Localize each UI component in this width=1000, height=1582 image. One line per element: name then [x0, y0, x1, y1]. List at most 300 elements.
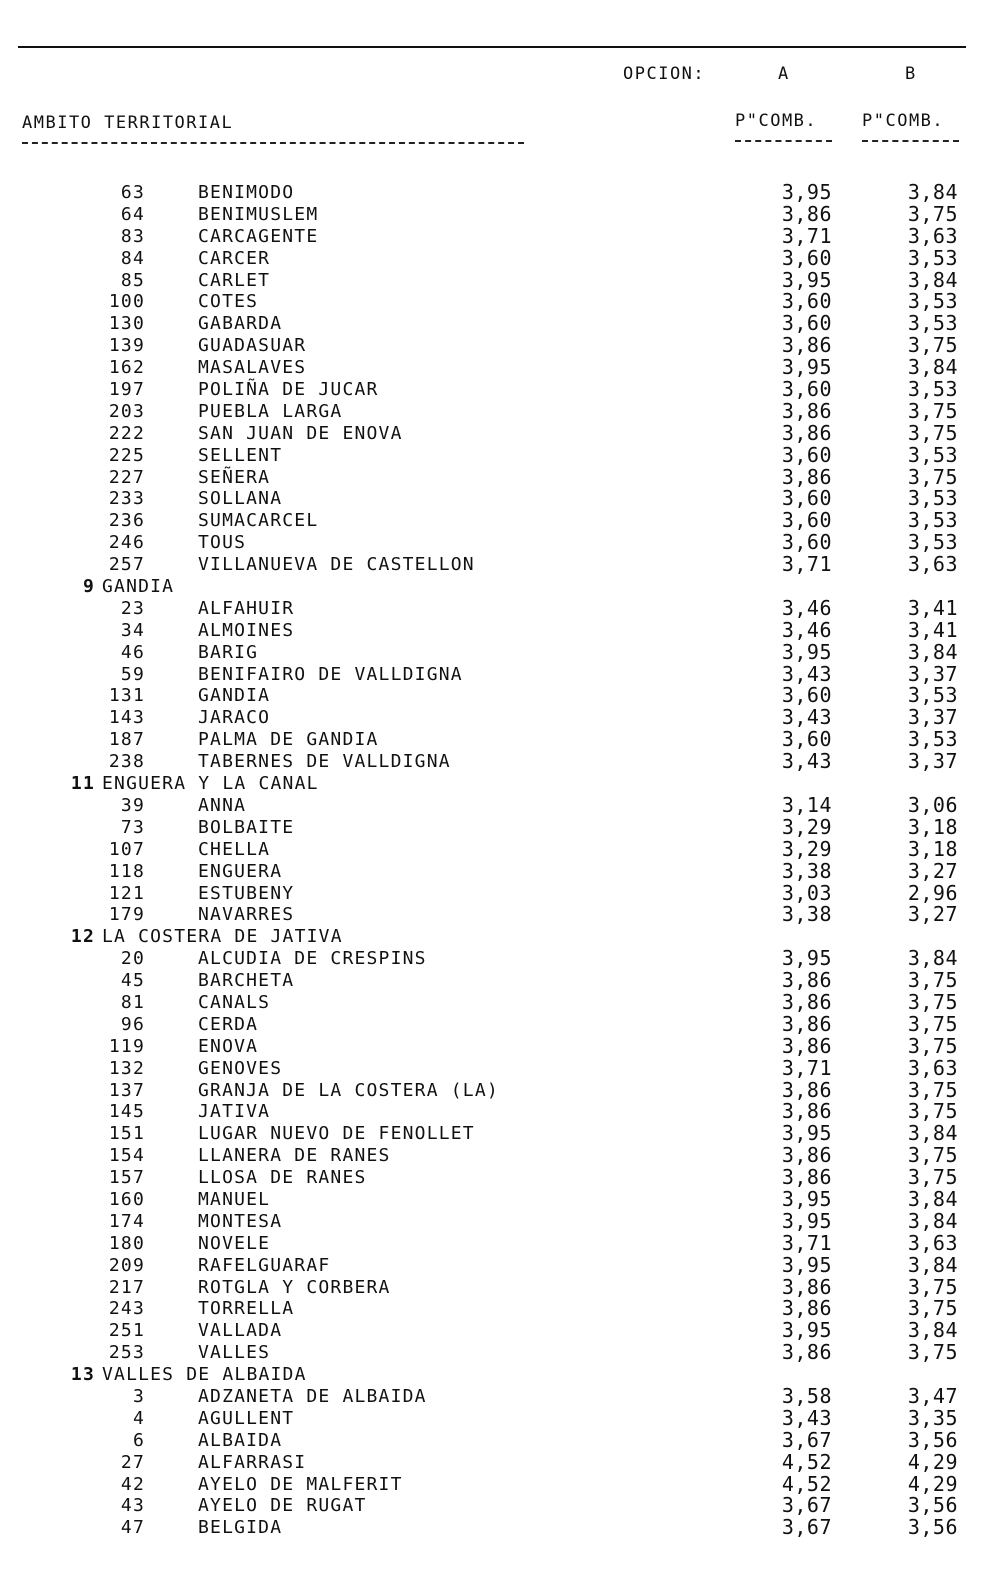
municipality-name: GABARDA	[198, 313, 283, 335]
municipality-code: 39	[120, 794, 145, 816]
municipality-name: POLIÑA DE JUCAR	[198, 379, 379, 401]
municipality-code: 233	[108, 488, 145, 510]
municipality-code: 257	[108, 554, 145, 576]
municipality-name: SOLLANA	[198, 488, 283, 510]
value-option-a: 3,86	[781, 1033, 832, 1058]
value-option-a: 3,95	[781, 1208, 832, 1233]
value-option-b: 3,75	[907, 1165, 958, 1190]
table-row	[0, 880, 1000, 905]
value-option-b: 3,75	[907, 968, 958, 993]
municipality-name: CARCER	[198, 247, 271, 269]
municipality-code: 4	[132, 1407, 145, 1429]
municipality-code: 64	[120, 203, 145, 225]
value-option-b: 3,75	[907, 398, 958, 423]
value-option-b: 3,84	[907, 355, 958, 380]
value-option-a: 3,86	[781, 420, 832, 445]
value-option-a: 3,86	[781, 968, 832, 993]
municipality-name: GRANJA DE LA COSTERA (LA)	[198, 1079, 499, 1101]
value-option-a: 3,60	[781, 289, 832, 314]
value-option-a: 3,86	[781, 201, 832, 226]
municipality-code: 107	[108, 838, 145, 860]
value-option-a: 3,29	[781, 814, 832, 839]
value-option-a: 3,71	[781, 223, 832, 248]
value-option-b: 3,53	[907, 683, 958, 708]
value-option-a: 3,86	[781, 1340, 832, 1365]
value-option-a: 3,43	[781, 749, 832, 774]
option-a-label: A	[778, 64, 790, 84]
table-row	[0, 1230, 1000, 1255]
value-option-a: 3,58	[781, 1383, 832, 1408]
value-option-b: 3,53	[907, 508, 958, 533]
table-row	[0, 1427, 1000, 1452]
municipality-code: 59	[120, 663, 145, 685]
municipality-name: AYELO DE RUGAT	[198, 1495, 367, 1517]
municipality-name: ADZANETA DE ALBAIDA	[198, 1385, 427, 1407]
value-option-b: 3,27	[907, 902, 958, 927]
municipality-name: SEÑERA	[198, 466, 271, 488]
value-option-a: 4,52	[781, 1471, 832, 1496]
municipality-name: TORRELLA	[198, 1298, 295, 1320]
group-name: LA COSTERA DE JATIVA	[102, 926, 343, 948]
ambito-territorial-heading: AMBITO TERRITORIAL	[22, 113, 234, 133]
municipality-name: TABERNES DE VALLDIGNA	[198, 751, 451, 773]
data-table	[0, 182, 1000, 1539]
option-b-label: B	[905, 64, 917, 84]
value-option-a: 3,95	[781, 639, 832, 664]
value-option-a: 3,60	[781, 442, 832, 467]
municipality-code: 131	[108, 685, 145, 707]
value-option-a: 3,14	[781, 792, 832, 817]
value-option-a: 3,95	[781, 1121, 832, 1146]
value-option-a: 3,38	[781, 858, 832, 883]
municipality-code: 197	[108, 379, 145, 401]
value-option-b: 3,35	[907, 1405, 958, 1430]
table-row	[0, 1186, 1000, 1211]
value-option-b: 3,53	[907, 311, 958, 336]
value-option-a: 3,60	[781, 245, 832, 270]
municipality-name: ANNA	[198, 794, 247, 816]
value-option-b: 3,63	[907, 223, 958, 248]
municipality-name: VALLES	[198, 1342, 271, 1364]
table-row	[0, 442, 1000, 467]
group-header-row	[0, 576, 1000, 598]
value-option-b: 3,63	[907, 552, 958, 577]
value-option-a: 3,86	[781, 1077, 832, 1102]
municipality-code: 139	[108, 335, 145, 357]
municipality-name: CANALS	[198, 991, 271, 1013]
municipality-code: 225	[108, 444, 145, 466]
municipality-code: 83	[120, 225, 145, 247]
municipality-name: BELGIDA	[198, 1517, 283, 1539]
value-option-b: 3,75	[907, 464, 958, 489]
value-option-a: 3,60	[781, 683, 832, 708]
table-row	[0, 792, 1000, 817]
table-row	[0, 420, 1000, 445]
value-option-a: 3,86	[781, 1296, 832, 1321]
value-option-a: 3,95	[781, 1186, 832, 1211]
value-option-b: 3,18	[907, 836, 958, 861]
table-row	[0, 1320, 1000, 1342]
value-option-b: 3,56	[907, 1427, 958, 1452]
municipality-name: BENIMUSLEM	[198, 203, 319, 225]
value-option-a: 3,95	[781, 180, 832, 204]
municipality-code: 45	[120, 970, 145, 992]
municipality-name: MASALAVES	[198, 357, 307, 379]
value-option-b: 3,84	[907, 1252, 958, 1277]
group-name: GANDIA	[102, 576, 175, 598]
value-option-a: 3,86	[781, 989, 832, 1014]
municipality-name: JATIVA	[198, 1101, 271, 1123]
group-code: 11	[70, 773, 95, 795]
municipality-name: VILLANUEVA DE CASTELLON	[198, 554, 475, 576]
municipality-name: LLOSA DE RANES	[198, 1167, 367, 1189]
value-option-b: 3,56	[907, 1493, 958, 1518]
municipality-code: 132	[108, 1057, 145, 1079]
table-row	[0, 1274, 1000, 1299]
municipality-name: ENOVA	[198, 1035, 259, 1057]
table-row	[0, 751, 1000, 773]
value-option-a: 3,95	[781, 355, 832, 380]
column-a-underline	[735, 140, 832, 142]
value-option-a: 3,46	[781, 595, 832, 620]
top-rule	[18, 46, 966, 48]
value-option-b: 3,75	[907, 1099, 958, 1124]
table-row	[0, 1517, 1000, 1539]
municipality-name: PALMA DE GANDIA	[198, 729, 379, 751]
value-option-a: 3,95	[781, 267, 832, 292]
value-option-b: 3,84	[907, 1121, 958, 1146]
value-option-b: 3,53	[907, 442, 958, 467]
value-option-b: 3,06	[907, 792, 958, 817]
municipality-name: MONTESA	[198, 1210, 283, 1232]
table-row	[0, 223, 1000, 248]
municipality-code: 160	[108, 1188, 145, 1210]
table-row	[0, 1167, 1000, 1189]
table-row	[0, 313, 1000, 335]
value-option-a: 3,03	[781, 880, 832, 905]
table-row	[0, 1342, 1000, 1364]
municipality-code: 20	[120, 948, 145, 970]
municipality-name: TOUS	[198, 532, 247, 554]
table-row	[0, 1298, 1000, 1320]
value-option-b: 3,75	[907, 333, 958, 358]
municipality-code: 63	[120, 182, 145, 203]
value-option-b: 3,37	[907, 705, 958, 730]
municipality-code: 236	[108, 510, 145, 532]
value-option-a: 3,60	[781, 530, 832, 555]
value-option-b: 3,53	[907, 486, 958, 511]
municipality-code: 251	[108, 1320, 145, 1342]
municipality-code: 187	[108, 729, 145, 751]
table-row	[0, 1055, 1000, 1080]
municipality-name: ALMOINES	[198, 619, 295, 641]
column-a-heading: P"COMB.	[735, 111, 818, 131]
municipality-name: BENIMODO	[198, 182, 295, 203]
value-option-a: 3,86	[781, 1274, 832, 1299]
value-option-a: 3,29	[781, 836, 832, 861]
value-option-b: 3,37	[907, 749, 958, 774]
table-row	[0, 639, 1000, 664]
municipality-code: 46	[120, 641, 145, 663]
table-row	[0, 948, 1000, 970]
municipality-code: 84	[120, 247, 145, 269]
value-option-b: 3,41	[907, 617, 958, 642]
municipality-name: VALLADA	[198, 1320, 283, 1342]
municipality-name: LUGAR NUEVO DE FENOLLET	[198, 1123, 475, 1145]
value-option-a: 3,43	[781, 705, 832, 730]
value-option-b: 3,84	[907, 1318, 958, 1343]
value-option-b: 3,18	[907, 814, 958, 839]
value-option-b: 3,75	[907, 1143, 958, 1168]
municipality-name: GUADASUAR	[198, 335, 307, 357]
table-row	[0, 1033, 1000, 1058]
value-option-b: 3,75	[907, 1296, 958, 1321]
table-row	[0, 814, 1000, 839]
value-option-b: 3,75	[907, 420, 958, 445]
municipality-name: BENIFAIRO DE VALLDIGNA	[198, 663, 463, 685]
value-option-b: 2,96	[907, 880, 958, 905]
value-option-a: 3,86	[781, 1143, 832, 1168]
municipality-name: LLANERA DE RANES	[198, 1145, 391, 1167]
table-row	[0, 595, 1000, 620]
municipality-code: 96	[120, 1013, 145, 1035]
table-row	[0, 532, 1000, 554]
value-option-a: 3,86	[781, 1165, 832, 1190]
municipality-code: 157	[108, 1167, 145, 1189]
table-row	[0, 1011, 1000, 1036]
value-option-a: 3,95	[781, 946, 832, 971]
value-option-b: 4,29	[907, 1471, 958, 1496]
municipality-code: 238	[108, 751, 145, 773]
municipality-code: 253	[108, 1342, 145, 1364]
municipality-code: 145	[108, 1101, 145, 1123]
value-option-a: 3,71	[781, 1230, 832, 1255]
municipality-code: 119	[108, 1035, 145, 1057]
municipality-code: 151	[108, 1123, 145, 1145]
municipality-name: CARCAGENTE	[198, 225, 319, 247]
table-row	[0, 729, 1000, 751]
value-option-a: 3,43	[781, 661, 832, 686]
municipality-code: 209	[108, 1254, 145, 1276]
value-option-b: 3,84	[907, 639, 958, 664]
table-row	[0, 245, 1000, 270]
municipality-name: CARLET	[198, 269, 271, 291]
group-code: 13	[70, 1364, 95, 1386]
table-row	[0, 464, 1000, 489]
value-option-b: 3,37	[907, 661, 958, 686]
municipality-code: 85	[120, 269, 145, 291]
municipality-code: 143	[108, 707, 145, 729]
municipality-code: 227	[108, 466, 145, 488]
municipality-name: BARCHETA	[198, 970, 295, 992]
table-row	[0, 1123, 1000, 1145]
group-header-row	[0, 926, 1000, 948]
table-row	[0, 970, 1000, 992]
value-option-a: 3,60	[781, 311, 832, 336]
municipality-name: AGULLENT	[198, 1407, 295, 1429]
table-row	[0, 1495, 1000, 1517]
value-option-a: 3,86	[781, 1099, 832, 1124]
value-option-b: 3,84	[907, 946, 958, 971]
value-option-a: 3,86	[781, 333, 832, 358]
value-option-b: 3,63	[907, 1230, 958, 1255]
value-option-b: 3,75	[907, 1274, 958, 1299]
table-row	[0, 182, 1000, 204]
value-option-b: 3,75	[907, 201, 958, 226]
value-option-a: 3,71	[781, 1055, 832, 1080]
municipality-code: 180	[108, 1232, 145, 1254]
table-row	[0, 858, 1000, 883]
municipality-code: 246	[108, 532, 145, 554]
municipality-name: JARACO	[198, 707, 271, 729]
value-option-b: 3,84	[907, 180, 958, 204]
value-option-a: 3,60	[781, 727, 832, 752]
table-row	[0, 1471, 1000, 1496]
value-option-b: 3,84	[907, 267, 958, 292]
table-row	[0, 836, 1000, 861]
municipality-code: 27	[120, 1451, 145, 1473]
group-code: 12	[70, 926, 95, 948]
municipality-name: ENGUERA	[198, 860, 283, 882]
municipality-name: SAN JUAN DE ENOVA	[198, 422, 403, 444]
column-b-heading: P"COMB.	[862, 111, 945, 131]
value-option-a: 3,86	[781, 464, 832, 489]
value-option-b: 3,75	[907, 1340, 958, 1365]
table-row	[0, 357, 1000, 379]
municipality-code: 217	[108, 1276, 145, 1298]
value-option-a: 3,95	[781, 1318, 832, 1343]
municipality-code: 130	[108, 313, 145, 335]
municipality-name: GANDIA	[198, 685, 271, 707]
column-b-underline	[862, 140, 959, 142]
table-row	[0, 510, 1000, 532]
municipality-name: PUEBLA LARGA	[198, 400, 343, 422]
municipality-code: 42	[120, 1473, 145, 1495]
municipality-code: 222	[108, 422, 145, 444]
table-row	[0, 617, 1000, 642]
municipality-code: 118	[108, 860, 145, 882]
value-option-b: 3,53	[907, 727, 958, 752]
value-option-a: 3,38	[781, 902, 832, 927]
group-name: ENGUERA Y LA CANAL	[102, 773, 319, 795]
group-header-row	[0, 1364, 1000, 1386]
value-option-a: 3,71	[781, 552, 832, 577]
municipality-code: 162	[108, 357, 145, 379]
value-option-a: 3,86	[781, 398, 832, 423]
municipality-name: MANUEL	[198, 1188, 271, 1210]
value-option-a: 3,60	[781, 377, 832, 402]
municipality-code: 81	[120, 991, 145, 1013]
municipality-name: ALFAHUIR	[198, 597, 295, 619]
municipality-code: 6	[132, 1429, 145, 1451]
municipality-code: 203	[108, 400, 145, 422]
value-option-a: 4,52	[781, 1449, 832, 1474]
municipality-name: BOLBAITE	[198, 816, 295, 838]
municipality-name: AYELO DE MALFERIT	[198, 1473, 403, 1495]
value-option-a: 3,67	[781, 1427, 832, 1452]
table-row	[0, 707, 1000, 729]
table-row	[0, 398, 1000, 423]
table-row	[0, 1145, 1000, 1167]
municipality-name: GENOVES	[198, 1057, 283, 1079]
municipality-code: 179	[108, 904, 145, 926]
municipality-name: RAFELGUARAF	[198, 1254, 331, 1276]
table-row	[0, 1252, 1000, 1277]
municipality-name: COTES	[198, 291, 259, 313]
table-row	[0, 904, 1000, 926]
municipality-code: 174	[108, 1210, 145, 1232]
value-option-a: 3,43	[781, 1405, 832, 1430]
municipality-code: 73	[120, 816, 145, 838]
municipality-name: ESTUBENY	[198, 882, 295, 904]
value-option-b: 3,53	[907, 530, 958, 555]
value-option-b: 3,27	[907, 858, 958, 883]
table-row	[0, 661, 1000, 686]
table-row	[0, 1405, 1000, 1430]
group-code: 9	[82, 576, 95, 598]
opcion-label: OPCION:	[623, 64, 706, 84]
value-option-b: 4,29	[907, 1449, 958, 1474]
table-row	[0, 488, 1000, 510]
value-option-b: 3,75	[907, 1011, 958, 1036]
table-row	[0, 554, 1000, 576]
table-row	[0, 1449, 1000, 1474]
municipality-name: SELLENT	[198, 444, 283, 466]
table-row	[0, 989, 1000, 1014]
group-header-row	[0, 773, 1000, 795]
municipality-name: ALFARRASI	[198, 1451, 307, 1473]
municipality-code: 243	[108, 1298, 145, 1320]
value-option-a: 3,46	[781, 617, 832, 642]
value-option-b: 3,53	[907, 245, 958, 270]
municipality-code: 121	[108, 882, 145, 904]
table-row	[0, 1077, 1000, 1102]
municipality-code: 43	[120, 1495, 145, 1517]
value-option-b: 3,63	[907, 1055, 958, 1080]
municipality-name: ALBAIDA	[198, 1429, 283, 1451]
value-option-b: 3,84	[907, 1208, 958, 1233]
group-name: VALLES DE ALBAIDA	[102, 1364, 307, 1386]
value-option-b: 3,75	[907, 1077, 958, 1102]
value-option-a: 3,67	[781, 1515, 832, 1540]
value-option-b: 3,41	[907, 595, 958, 620]
municipality-name: CERDA	[198, 1013, 259, 1035]
municipality-name: BARIG	[198, 641, 259, 663]
municipality-name: ROTGLA Y CORBERA	[198, 1276, 391, 1298]
table-row	[0, 379, 1000, 401]
municipality-code: 3	[132, 1385, 145, 1407]
value-option-b: 3,75	[907, 1033, 958, 1058]
table-row	[0, 1101, 1000, 1123]
municipality-code: 34	[120, 619, 145, 641]
municipality-name: NAVARRES	[198, 904, 295, 926]
municipality-name: CHELLA	[198, 838, 271, 860]
municipality-code: 23	[120, 597, 145, 619]
value-option-b: 3,47	[907, 1383, 958, 1408]
value-option-a: 3,67	[781, 1493, 832, 1518]
value-option-a: 3,60	[781, 508, 832, 533]
value-option-a: 3,95	[781, 1252, 832, 1277]
value-option-b: 3,53	[907, 289, 958, 314]
table-row	[0, 267, 1000, 292]
value-option-b: 3,75	[907, 989, 958, 1014]
municipality-code: 47	[120, 1517, 145, 1539]
value-option-b: 3,56	[907, 1515, 958, 1540]
table-row	[0, 1383, 1000, 1408]
table-row	[0, 335, 1000, 357]
table-row	[0, 685, 1000, 707]
municipality-code: 154	[108, 1145, 145, 1167]
